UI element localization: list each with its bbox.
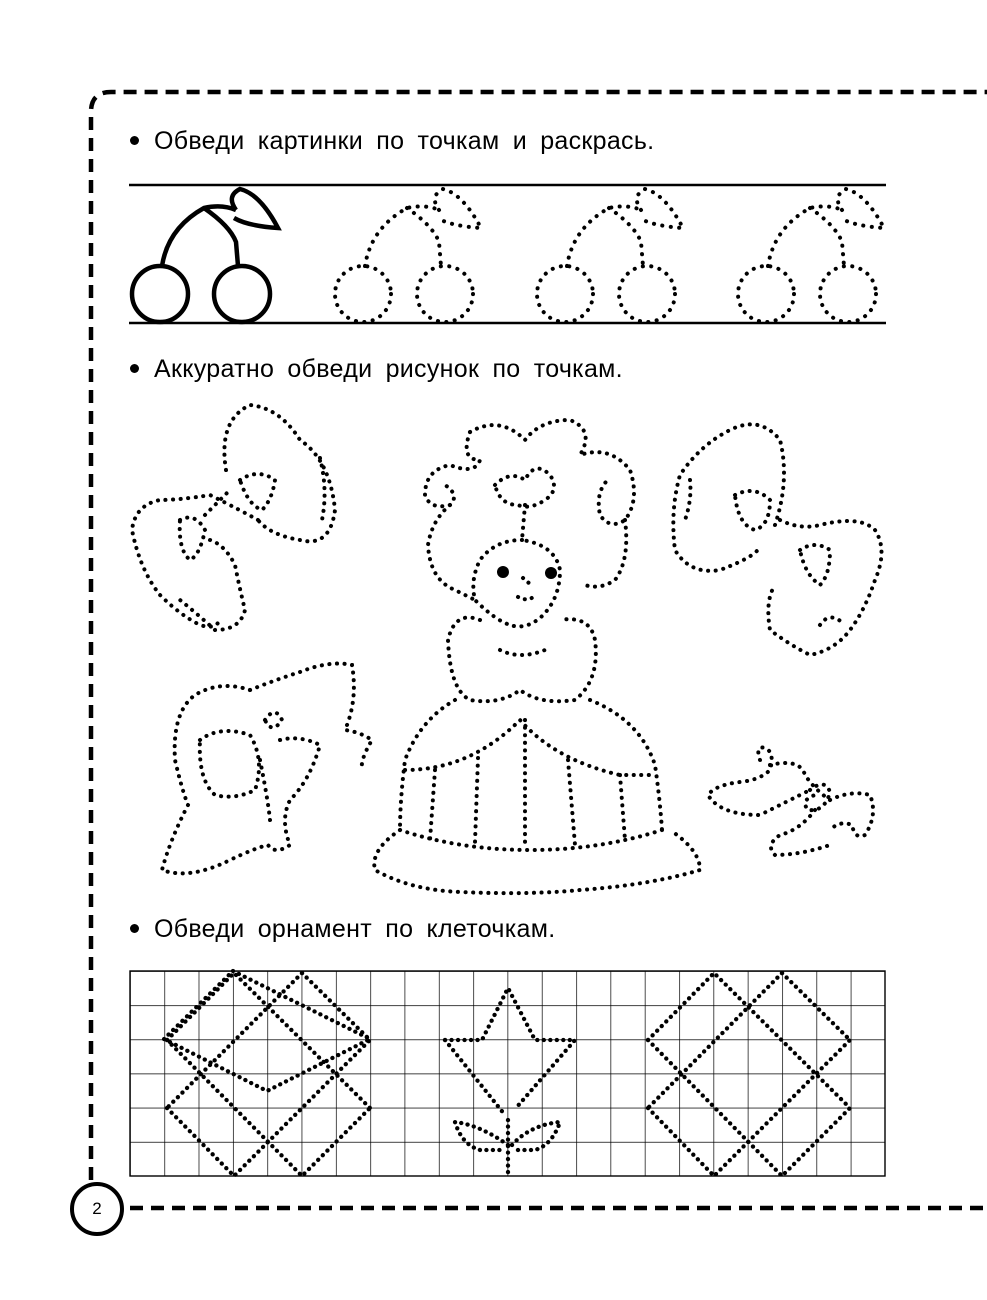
task-2-text: Аккуратно обведи рисунок по точкам. bbox=[154, 355, 623, 383]
page-number-text: 2 bbox=[92, 1199, 102, 1218]
task-3-text: Обведи орнамент по клеточкам. bbox=[154, 915, 556, 943]
task-1-text: Обведи картинки по точкам и раскрась. bbox=[154, 127, 655, 155]
